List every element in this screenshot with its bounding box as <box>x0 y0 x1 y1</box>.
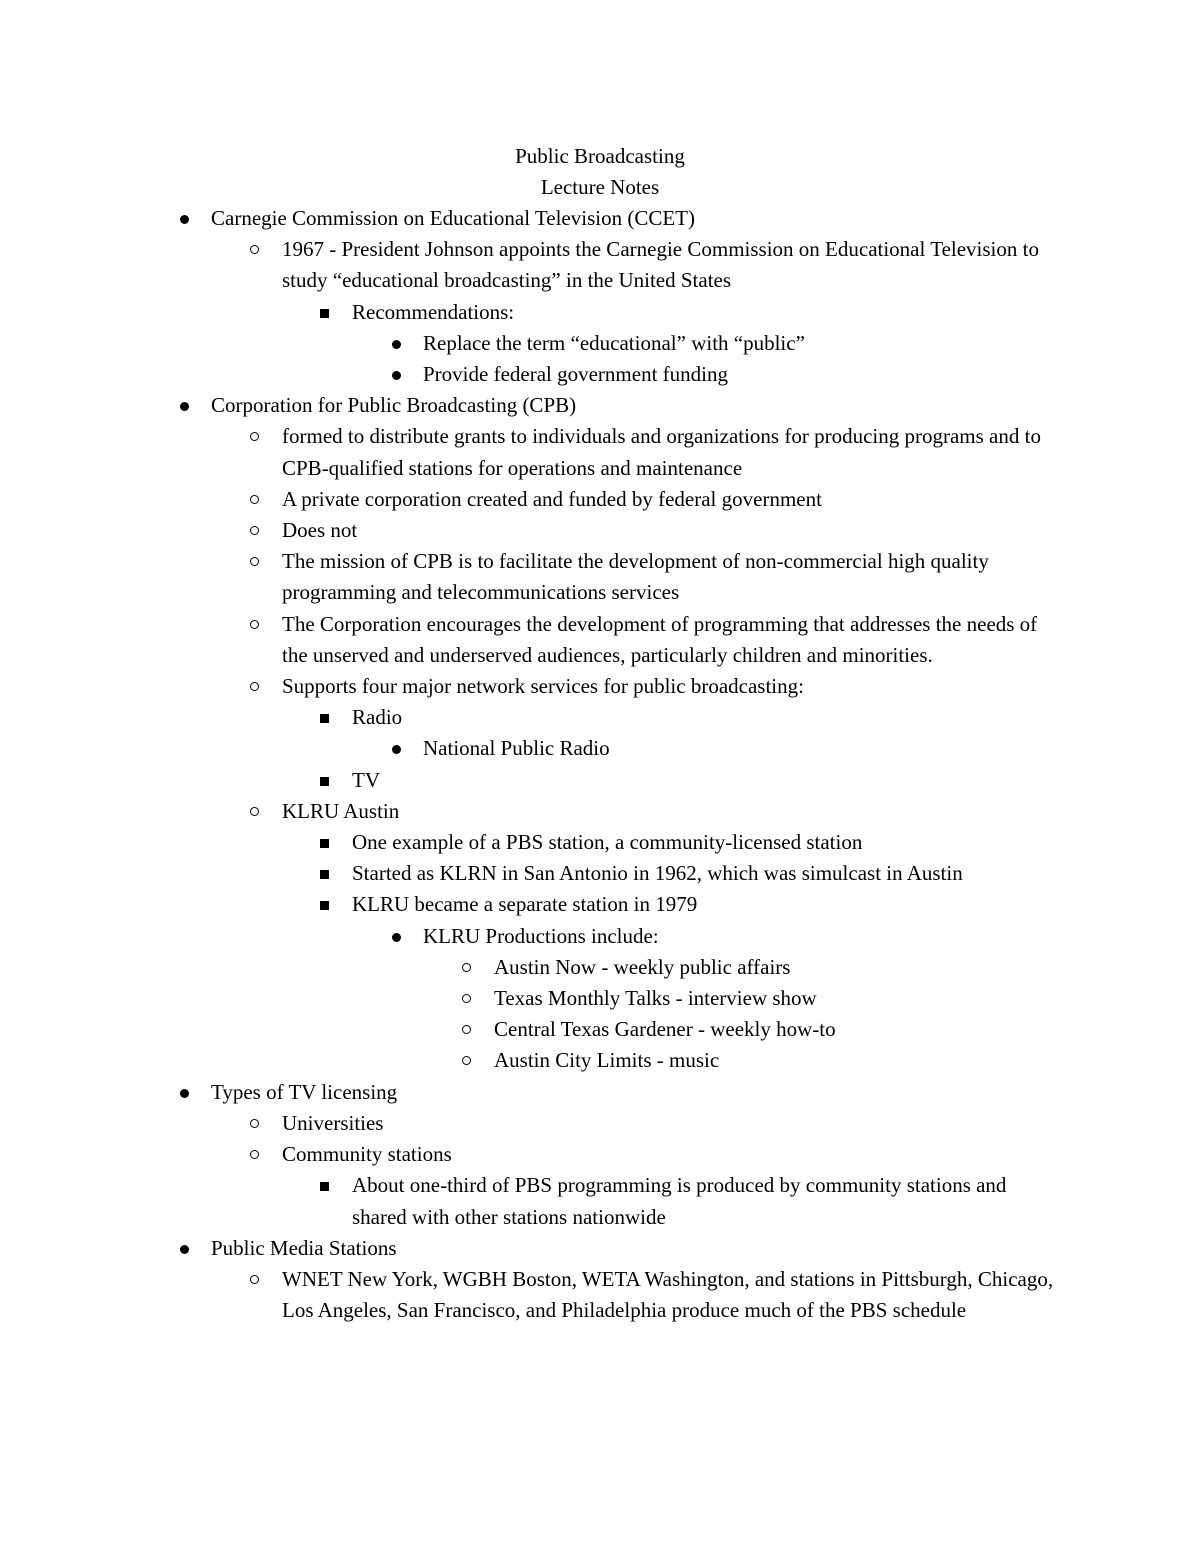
list-item: Public Media Stations <box>211 1233 1061 1264</box>
list-item: The mission of CPB is to facilitate the development of non-commercial high quality programming and telecommunications services <box>282 546 1062 608</box>
page-title: Public Broadcasting <box>515 144 685 168</box>
bullet-square-icon <box>316 297 336 328</box>
list-item: TV <box>352 765 1062 796</box>
bullet-square-icon <box>316 827 336 858</box>
list-item: The Corporation encourages the development of programming that addresses the needs of the unserved and underserved audiences, particularly children and minorities. <box>282 609 1062 671</box>
bullet-circle-icon <box>246 421 266 452</box>
page-subtitle: Lecture Notes <box>540 175 660 200</box>
list-item: Provide federal government funding <box>423 359 1063 390</box>
list-item: KLRU Productions include: <box>423 921 1063 952</box>
bullet-circle-icon <box>246 1139 266 1170</box>
list-item: 1967 - President Johnson appoints the Carnegie Commission on Educational Television to study “educational broadcasting” in the United States <box>282 234 1062 296</box>
bullet-dot-icon <box>175 390 195 421</box>
list-item: National Public Radio <box>423 733 1063 764</box>
lecture-outline <box>0 203 1200 1326</box>
list-item: Types of TV licensing <box>211 1077 1061 1108</box>
bullet-dot-icon <box>175 1233 195 1264</box>
bullet-circle-icon <box>246 546 266 577</box>
bullet-square-icon <box>316 1170 336 1201</box>
list-item: Central Texas Gardener - weekly how-to <box>494 1014 1064 1045</box>
list-item: Universities <box>282 1108 1062 1139</box>
bullet-square-icon <box>316 765 336 796</box>
bullet-square-icon <box>316 702 336 733</box>
bullet-square-icon <box>316 858 336 889</box>
list-item: Replace the term “educational” with “public” <box>423 328 1063 359</box>
list-item: WNET New York, WGBH Boston, WETA Washington, and stations in Pittsburgh, Chicago, Los Angeles, San Francisco, and Philadelphia produce much of the PBS schedule <box>282 1264 1062 1326</box>
bullet-circle-icon <box>458 952 478 983</box>
list-item: One example of a PBS station, a community-licensed station <box>352 827 1062 858</box>
list-item: Austin City Limits - music <box>494 1045 1064 1076</box>
list-item: formed to distribute grants to individuals and organizations for producing programs and to CPB-qualified stations for operations and maintenance <box>282 421 1062 483</box>
bullet-circle-icon <box>246 1264 266 1295</box>
list-item: Radio <box>352 702 1062 733</box>
list-item: A private corporation created and funded by federal government <box>282 484 1062 515</box>
list-item: Carnegie Commission on Educational Television (CCET) <box>211 203 1061 234</box>
bullet-circle-icon <box>458 1045 478 1076</box>
list-item: Supports four major network services for public broadcasting: <box>282 671 1062 702</box>
bullet-circle-icon <box>246 484 266 515</box>
list-item: About one-third of PBS programming is produced by community stations and shared with other stations nationwide <box>352 1170 1062 1232</box>
bullet-dot-icon <box>175 203 195 234</box>
bullet-square-icon <box>316 889 336 920</box>
list-item: Started as KLRN in San Antonio in 1962, which was simulcast in Austin <box>352 858 1062 889</box>
list-item: Texas Monthly Talks - interview show <box>494 983 1064 1014</box>
bullet-circle-icon <box>246 671 266 702</box>
bullet-dot-icon <box>387 921 407 952</box>
bullet-dot-icon <box>387 733 407 764</box>
bullet-circle-icon <box>246 609 266 640</box>
bullet-circle-icon <box>246 796 266 827</box>
title-block <box>0 141 1200 203</box>
bullet-circle-icon <box>458 983 478 1014</box>
list-item: KLRU Austin <box>282 796 1062 827</box>
list-item: Corporation for Public Broadcasting (CPB) <box>211 390 1061 421</box>
bullet-dot-icon <box>387 328 407 359</box>
bullet-dot-icon <box>175 1077 195 1108</box>
bullet-circle-icon <box>246 1108 266 1139</box>
bullet-circle-icon <box>246 234 266 265</box>
bullet-circle-icon <box>458 1014 478 1045</box>
list-item: Does not <box>282 515 1062 546</box>
list-item: KLRU became a separate station in 1979 <box>352 889 1062 920</box>
bullet-circle-icon <box>246 515 266 546</box>
list-item: Austin Now - weekly public affairs <box>494 952 1064 983</box>
bullet-dot-icon <box>387 359 407 390</box>
list-item: Community stations <box>282 1139 1062 1170</box>
list-item: Recommendations: <box>352 297 1062 328</box>
